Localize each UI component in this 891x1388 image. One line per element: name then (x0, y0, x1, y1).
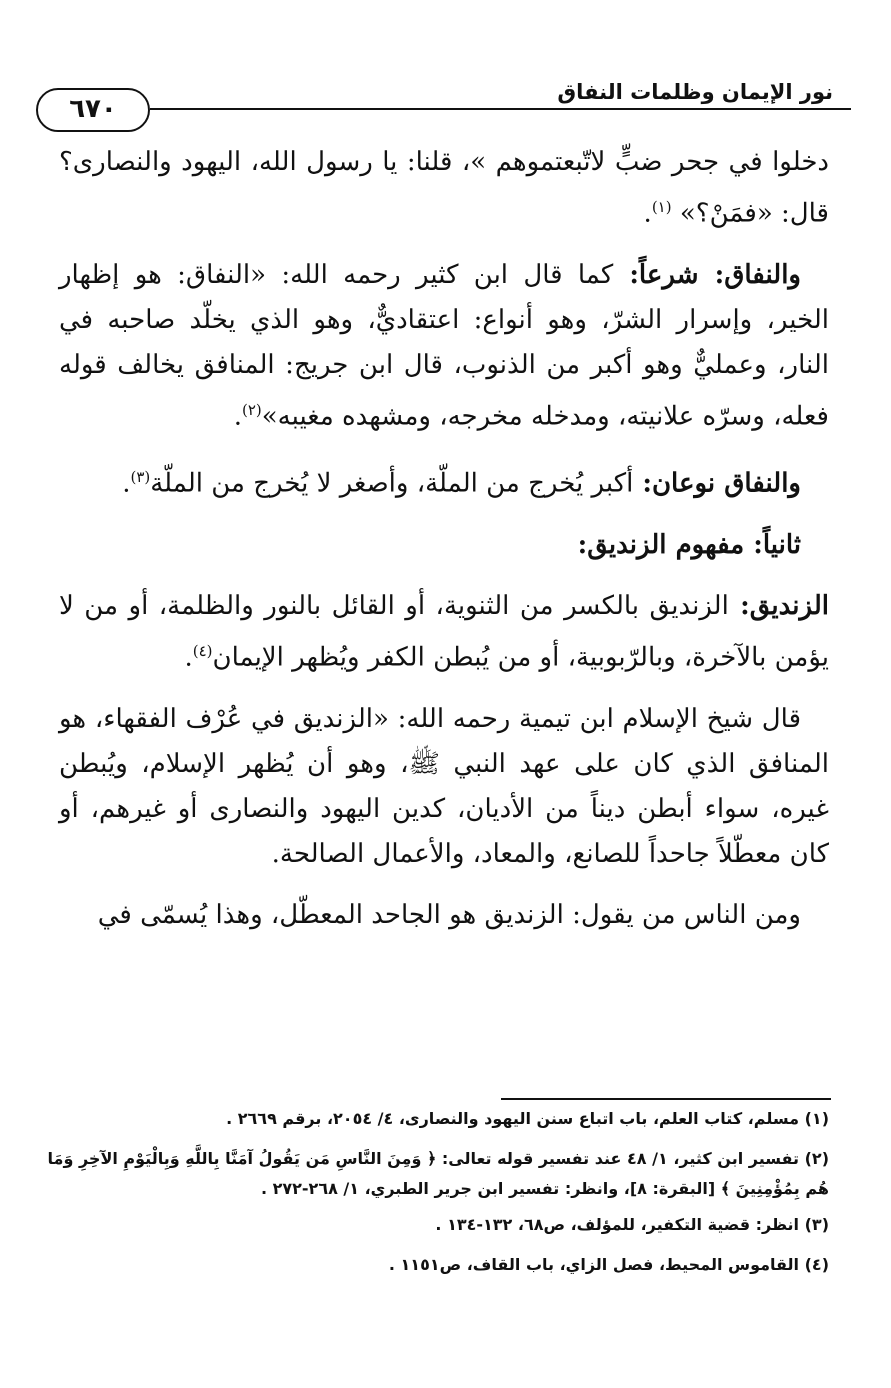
footnote-1: (١) مسلم، كتاب العلم، باب اتباع سنن اليهود والنصارى، ٤/ ٢٠٥٤، برقم ٢٦٦٩ . (226, 1109, 829, 1128)
running-title: نور الإيمان وظلمات النفاق (557, 80, 833, 104)
main-text (59, 140, 829, 954)
paragraph-2: والنفاق: شرعاً: كما قال ابن كثير رحمه الله: «النفاق: هو إظهار الخير، وإسرار الشرّ، وهو أنواع: اعتقاديٌّ، وهو الذي يخلّد صاحبه في النار، وعمليٌّ وهو أكبر من الذنوب، قال ابن جريج: المنافق يخالف قوله فعله، وسرّه علانيته، ومدخله مخرجه، ومشهده مغيبه»$^{(٢)}$. (59, 259, 829, 432)
paragraph-1-text: دخلوا في جحر ضبٍّ لاتّبعتموهم »، قلنا: يا رسول الله، اليهود والنصارى؟ قال: «فمَنْ؟» (59, 147, 829, 229)
section-heading: ثانياً: مفهوم الزنديق: (577, 529, 801, 560)
footnotes (39, 1104, 829, 1290)
footnote-4: (٤) القاموس المحيط، فصل الزاي، باب القاف، ص١١٥١ . (388, 1255, 829, 1274)
paragraph-4: الزنديق: الزنديق بالكسر من الثنوية، أو القائل بالنور والظلمة، أو من لا يؤمن بالآخرة، وبالرّبوبية، أو من يُبطن الكفر ويُظهر الإيمان$^{(٤)}$. (59, 590, 829, 673)
paragraph-4-text: الزنديق بالكسر من الثنوية، أو القائل بالنور والظلمة، أو من لا يؤمن بالآخرة، وبالرّبوبية، أو من يُبطن الكفر ويُظهر الإيمان (59, 590, 829, 673)
footnote-2: (٢) تفسير ابن كثير، ١/ ٤٨ عند تفسير قوله تعالى: ﴿ وَمِنَ النَّاسِ مَن يَقُولُ آمَنَّا بِاللَّهِ وَبِالْيَوْمِ الآخِرِ وَمَا هُم بِمُؤْمِنِينَ ﴾ [البقرة: ٨]، وانظر: تفسير ابن جرير الطبري، ١/ ٢٦٨-٢٧٢ . (47, 1149, 829, 1198)
paragraph-5: قال شيخ الإسلام ابن تيمية رحمه الله: «الزنديق في عُرْف الفقهاء، هو المنافق الذي كان على عهد النبي ﷺ، وهو أن يُظهر الإسلام، ويُبطن غيره، سواء أبطن ديناً من الأديان، كدين اليهود والنصارى أو غيرهم، أو كان معطّلاً جاحداً للصانع، والمعاد، والأعمال الصالحة. (59, 703, 829, 869)
paragraph-1: دخلوا في جحر ضبٍّ لاتّبعتموهم »، قلنا: يا رسول الله، اليهود والنصارى؟ قال: «فمَنْ؟» $^{(١)}$. (59, 147, 829, 229)
paragraph-2-lead: والنفاق: شرعاً: (613, 259, 801, 290)
footnote-3: (٣) انظر: قضية التكفير، للمؤلف، ص٦٨، ١٣٢-١٣٤ . (435, 1215, 829, 1234)
footnote-ref-2: (٢) (241, 400, 262, 419)
footnote-ref-3: (٣) (130, 468, 151, 487)
page-number-badge: ٦٧٠ (36, 88, 150, 132)
footnote-rule (501, 1098, 831, 1100)
header-rule (150, 108, 851, 110)
paragraph-6: ومن الناس من يقول: الزنديق هو الجاحد المعطّل، وهذا يُسمّى في (97, 899, 801, 930)
paragraph-3: والنفاق نوعان: أكبر يُخرج من الملّة، وأصغر لا يُخرج من الملّة$^{(٣)}$. (122, 468, 801, 499)
paragraph-2-text: كما قال ابن كثير رحمه الله: «النفاق: هو إظهار الخير، وإسرار الشرّ، وهو أنواع: اعتقاديٌّ، وهو الذي يخلّد صاحبه في النار، وعمليٌّ وهو أكبر من الذنوب، قال ابن جريج: المنافق يخالف قوله فعله، وسرّه علانيته، ومدخله مخرجه، ومشهده مغيبه» (59, 259, 829, 432)
footnote-ref-4: (٤) (192, 641, 213, 660)
footnote-ref-1: (١) (651, 198, 672, 216)
paragraph-3-text: أكبر يُخرج من الملّة، وأصغر لا يُخرج من الملّة (150, 468, 634, 499)
paragraph-3-lead: والنفاق نوعان: (633, 468, 801, 499)
paragraph-4-lead: الزنديق: (728, 590, 829, 621)
